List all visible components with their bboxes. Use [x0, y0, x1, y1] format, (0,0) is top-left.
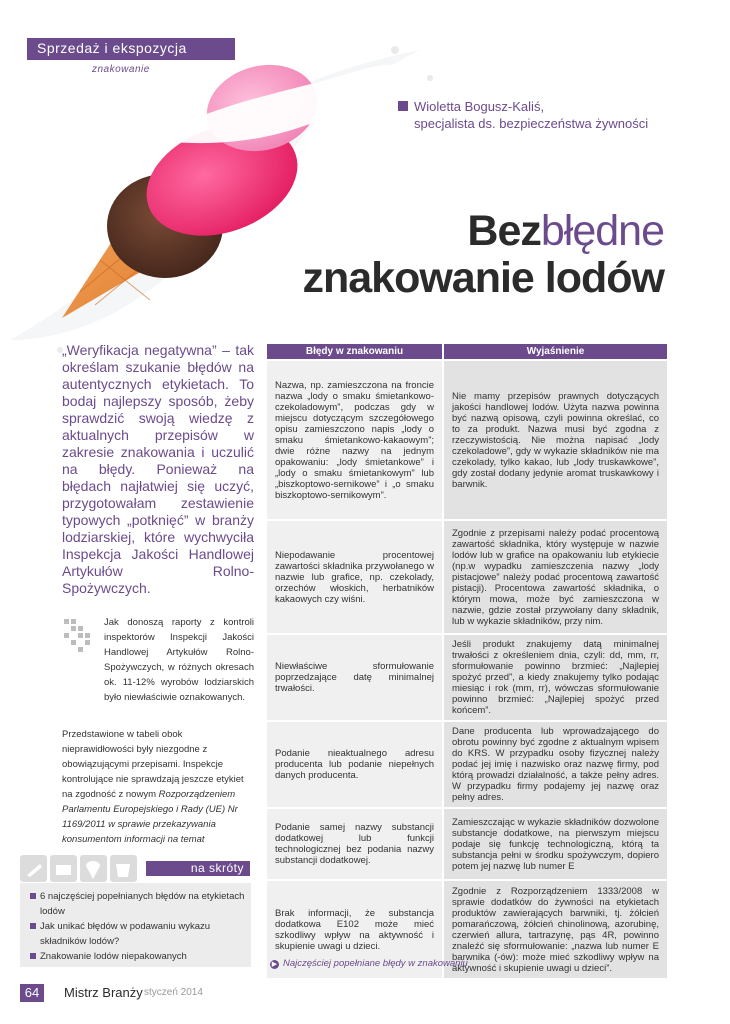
arrow-right-icon: ▶ [271, 961, 278, 968]
table-cell-error: Niepodawanie procentowej zawartości składnika przywołanego w nazwie lub grafice, np. czekolady, orzechów włoskich, herbatników kakaowych czy wiśni. [267, 520, 443, 634]
title-line-2: znakowanie lodów [302, 254, 664, 302]
table-cell-explanation: Dane producenta lub wprowadzającego do obrotu powinny być zgodne z aktualnym wpisem do KRS. W przypadku osoby fizycznej należy podać jej imię i nazwisko oraz nazwę firmy, pod którą prowadzi działalność, a także pełny adres. W przypadku firmy podajemy jej nazwę oraz pełny adres. [443, 721, 667, 808]
table-cell-explanation: Zamieszczając w wykazie składników dozwolone substancje dodatkowe, na pierwszym miejscu podaje się funkcję technologiczną, którą ta substancja pełni w środku spożywczym, dopiero potem jej nazwę lub numer E [443, 808, 667, 880]
table-cell-error: Brak informacji, że substancja dodatkowa E102 może mieć szkodliwy wpływ na aktywność i skupienie uwagi u dzieci. [267, 880, 443, 978]
table-row [267, 721, 667, 808]
shortcuts-header [20, 855, 244, 882]
report-paragraph [62, 615, 254, 705]
section-subtitle: znakowanie [92, 64, 150, 75]
issue-date: styczeń 2014 [144, 987, 203, 998]
report-paragraph-2 [62, 727, 254, 847]
table-row [267, 360, 667, 520]
table-cell-error: Nazwa, np. zamieszczona na froncie nazwa „lody o smaku śmietankowo-czekoladowym”, podczas gdy w miejscu dotyczącym szczegółowego opisu zamieszczono napis „lody o smaku śmietankowo-kakaowym”; dwie różne nazwy na jednym opakowaniu: „lody śmietankowe” i „lody o smaku śmietankowym” lub „biszkoptowo-sernikowe” i „o smaku biszkoptowo-sernikowym”. [267, 360, 443, 520]
table-cell-explanation: Zgodnie z przepisami należy podać procentową zawartość składnika, który występuje w nazwie lodów lub w grafice na opakowaniu lub etykiecie (np.w wypadku zamieszczenia nazwy „lody pistacjowe” należy podać procentową zawartość pistacji). Procentowa zawartość składnika, o którym mowa, może być zamieszczona w nazwie, gdzie został przywołany dany składnik, lub w wykazie składników, przy nim. [443, 520, 667, 634]
square-bullet-icon [30, 953, 36, 959]
table-header-explanation: Wyjaśnienie [443, 344, 667, 360]
table-cell-explanation: Nie mamy przepisów prawnych dotyczących jakości handlowej lodów. Użyta nazwa powinna być nazwą opisową, czyli powinna określać, co to za produkt. Nazwa musi być zgodna z rzeczywistością. Nie można napisać „lody czekoladowe”, gdy w wykazie składników nie ma czekolady, tylko kakao, lub „lody truskawkowe”, gdy został dodany jedynie aromat truskawkowy i barwnik. [443, 360, 667, 520]
author-byline [398, 98, 648, 132]
shortcuts-box [20, 883, 251, 967]
table-cell-error: Podanie nieaktualnego adresu producenta lub podanie niepełnych danych producenta. [267, 721, 443, 808]
square-bullet-icon [30, 893, 36, 899]
table-header-errors: Błędy w znakowaniu [267, 344, 443, 360]
page-footer [0, 980, 730, 1010]
author-role: specjalista ds. bezpieczeństwa żywności [414, 116, 649, 131]
square-bullet-icon [398, 101, 408, 111]
table-row [267, 634, 667, 721]
errors-table [267, 344, 667, 978]
author-name: Wioletta Bogusz-Kaliś, [414, 99, 545, 114]
ice-cream-illustration [0, 30, 460, 360]
title-part-a: Bez [467, 207, 541, 255]
table-row [267, 808, 667, 880]
report-text-2b: Rozporządzeniem Parlamentu Europejskiego i Rady (UE) Nr 1169/2011 w sprawie przekazywania konsumentom informacji na temat [62, 789, 238, 845]
magazine-name: Mistrz Branży [64, 985, 143, 1000]
table-cell-error: Podanie samej nazwy substancji dodatkowej lub funkcji technologicznej bez podania nazwy substancji dodatkowej. [267, 808, 443, 880]
table-cell-explanation: Jeśli produkt znakujemy datą minimalnej trwałości z określeniem dnia, czyli: dd, mm, rr, sformułowanie powinno brzmieć: „Najlepiej spożyć przed”, a kiedy znakujemy tylko podając miesiąc i rok (mm, rr), wówczas sformułowanie powinno brzmieć: „Najlepiej spożyć przed końcem”. [443, 634, 667, 721]
shortcuts-icons [20, 855, 140, 882]
cake-icon [56, 865, 71, 875]
table-caption: ▶ Najczęściej popełniane błędy w znakowaniu [271, 958, 468, 969]
lead-paragraph: „Weryfikacja negatywna” – tak określam szukanie błędów na autentycznych etykietach. To bodaj najlepszy sposób, żeby sprawdzić swoją wiedzę z aktualnych przepisów w zakresie znakowania i uczulić na błędy. Ponieważ na błędach najłatwiej się uczyć, przygotowałam zestawienie typowych „potknięć” w branży lodziarskiej, które wychwyciła Inspekcja Jakości Handlowej Artykułów Rolno-Spożywczych. [62, 342, 254, 596]
report-text: Jak donoszą raporty z kontroli inspektorów Inspekcji Jakości Handlowej Artykułów Rolno-Spożywczych, w różnych okresach ok. 11-12% wyrobów lodziarskich było niewłaściwie oznakowanych. [104, 617, 254, 703]
list-item: Jak unikać błędów w podawaniu wykazu składników lodów? [30, 919, 245, 949]
cup-icon [116, 864, 130, 877]
table-row [267, 520, 667, 634]
title-part-b: błędne [540, 207, 664, 255]
page-number: 64 [20, 984, 44, 1002]
table-cell-error: Niewłaściwe sformułowanie poprzedzające datę minimalnej trwałości. [267, 634, 443, 721]
list-item: Znakowanie lodów niepakowanych [30, 949, 245, 964]
table-cell-explanation: Zgodnie z Rozporządzeniem 1333/2008 w sprawie dodatków do żywności na etykietach produktów zawierających barwniki, tj. żółcień pomarańczową, żółcień chinolinową, azorubinę, czerwień allura, tartrazynę, pąs 4R, powinno znaleźć się sformułowanie: „nazwa lub numer E barwnika (-ów): może mieć szkodliwy wpływ na aktywność i skupienie uwagi u dzieci”. [443, 880, 667, 978]
section-tag: Sprzedaż i ekspozycja [27, 38, 235, 60]
shortcuts-label: na skróty [146, 861, 250, 876]
list-item: 6 najczęściej popełnianych błędów na etykietach lodów [30, 889, 245, 919]
report-text-2a: Przedstawione w tabeli obok nieprawidłowości były niezgodne z obowiązującymi przepisami. Inspekcje kontrolujące nie sprawdzają jeszcze etykiet na zgodność z nowym [62, 729, 244, 800]
page-title [303, 208, 665, 302]
square-bullet-icon [30, 923, 36, 929]
